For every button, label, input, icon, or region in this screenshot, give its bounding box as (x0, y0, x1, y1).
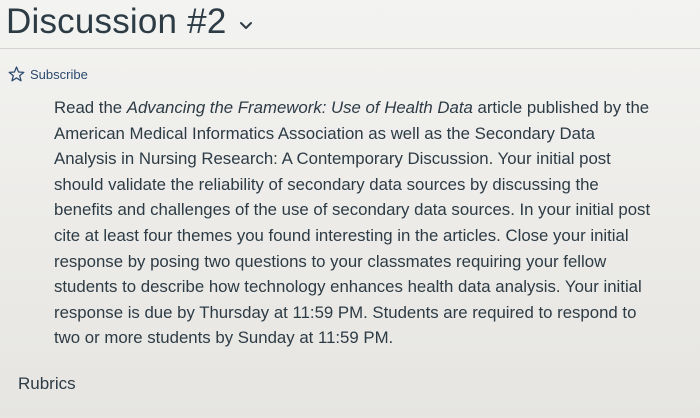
subscribe-label: Subscribe (30, 66, 88, 82)
page-title: Discussion #2 (6, 2, 227, 41)
subscribe-button[interactable] (8, 66, 88, 82)
chevron-down-icon[interactable] (238, 20, 254, 32)
prompt-paragraph (54, 95, 654, 351)
star-outline-icon (8, 66, 25, 82)
prompt-text-2: article published by the American Medical Informatics Association as well as the Secondary Data Analysis in Nursing Research: A Contemporary Discussion. Your initial post should validate the reliability of secondary data sources by discussing the benefits and challenges of the use of secondary data sources. In your initial post cite at least four themes you found interesting in the articles. Close your initial response by posing two questions to your classmates requiring your fellow students to describe how technology enhances health data analysis. Your initial response is due by Thursday at 11:59 PM. Students are required to respond to two or more students by Sunday at 11:59 PM. (54, 98, 651, 348)
discussion-prompt (54, 95, 654, 351)
prompt-text-1: Read the (54, 98, 127, 117)
header-divider (0, 48, 700, 49)
title-row (6, 0, 254, 44)
rubrics-link[interactable]: Rubrics (18, 374, 76, 393)
article-title: Advancing the Framework: Use of Health Data (126, 98, 473, 117)
